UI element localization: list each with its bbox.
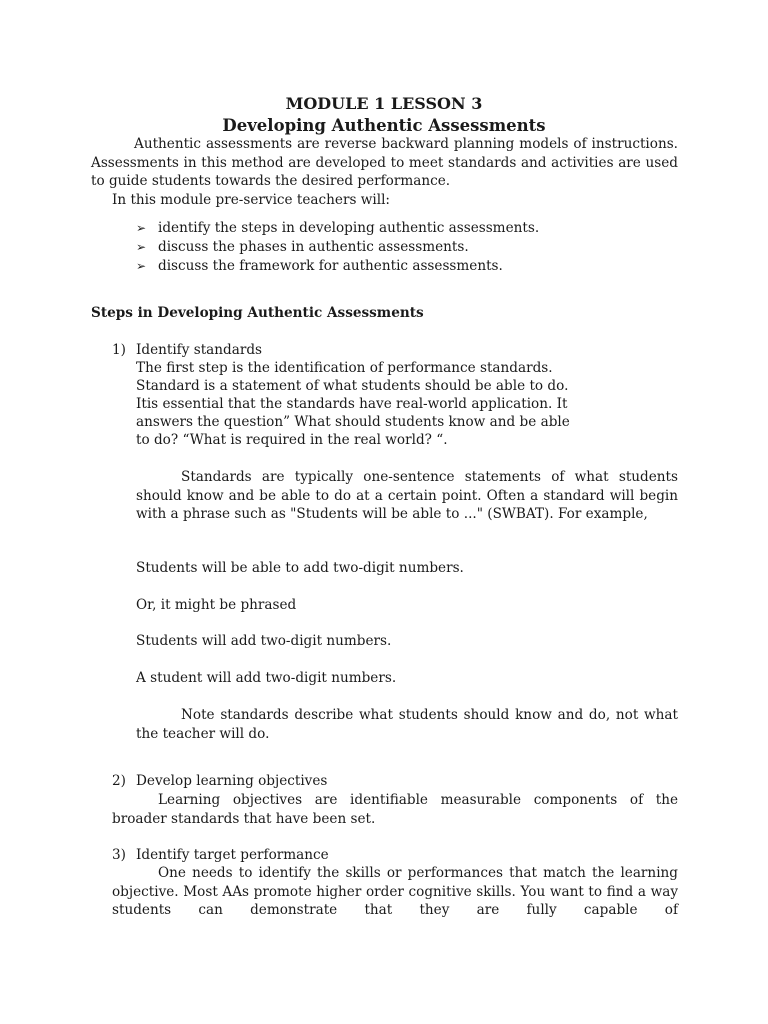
- objectives-list: [134, 219, 539, 276]
- module-title: MODULE 1 LESSON 3: [285, 94, 483, 113]
- step1-line: Itis essential that the standards have real-world application. It: [136, 396, 568, 412]
- objective-text: discuss the framework for authentic assessments.: [158, 258, 503, 274]
- note-paragraph: Note standards describe what students should know and do, not what the teacher will do.: [136, 707, 678, 742]
- intro-paragraph: Authentic assessments are reverse backward planning models of instructions. Assessments in this method are developed to meet standards and activities are used to guide students towards the desired performance.: [91, 136, 678, 190]
- step-number: 2): [112, 773, 126, 789]
- step-number: 1): [112, 342, 126, 358]
- step-title: Identify standards: [136, 342, 262, 358]
- step1-line: Standard is a statement of what students should be able to do.: [136, 378, 569, 394]
- step-title: Develop learning objectives: [136, 773, 328, 789]
- lesson-title: Developing Authentic Assessments: [222, 116, 546, 135]
- example-text: A student will add two-digit numbers.: [136, 670, 397, 686]
- step-number: 3): [112, 847, 126, 863]
- example-text: Students will add two-digit numbers.: [136, 633, 392, 649]
- example-text: Students will be able to add two-digit numbers.: [136, 560, 464, 576]
- objective-item: [134, 238, 539, 257]
- objective-text: identify the steps in developing authentic assessments.: [158, 220, 540, 236]
- step3-body: One needs to identify the skills or performances that match the learning objective. Most AAs promote higher order cognitive skills. You want to find a way students can demonstrate that they are fully capable of: [112, 865, 678, 919]
- objective-item: [134, 219, 539, 238]
- step-title: Identify target performance: [136, 847, 329, 863]
- step2-body: Learning objectives are identifiable measurable components of the broader standards that have been set.: [112, 792, 678, 827]
- step1-line: to do? “What is required in the real world? “.: [136, 432, 448, 448]
- section-heading: Steps in Developing Authentic Assessments: [91, 305, 424, 321]
- example-text: Or, it might be phrased: [136, 597, 297, 613]
- arrow-bullet-icon: ➢: [136, 221, 147, 235]
- arrow-bullet-icon: ➢: [136, 259, 147, 273]
- objective-item: [134, 257, 539, 276]
- step1-line: The first step is the identification of performance standards.: [136, 360, 553, 376]
- arrow-bullet-icon: ➢: [136, 240, 147, 254]
- intro-lead: In this module pre-service teachers will:: [112, 192, 390, 208]
- objective-text: discuss the phases in authentic assessments.: [158, 239, 469, 255]
- standards-paragraph: Standards are typically one-sentence statements of what students should know and be able to do at a certain point. Often a standard will begin with a phrase such as "Students will be able to ..." (SWBAT). For example,: [136, 469, 678, 523]
- step1-line: answers the question” What should students know and be able: [136, 414, 570, 430]
